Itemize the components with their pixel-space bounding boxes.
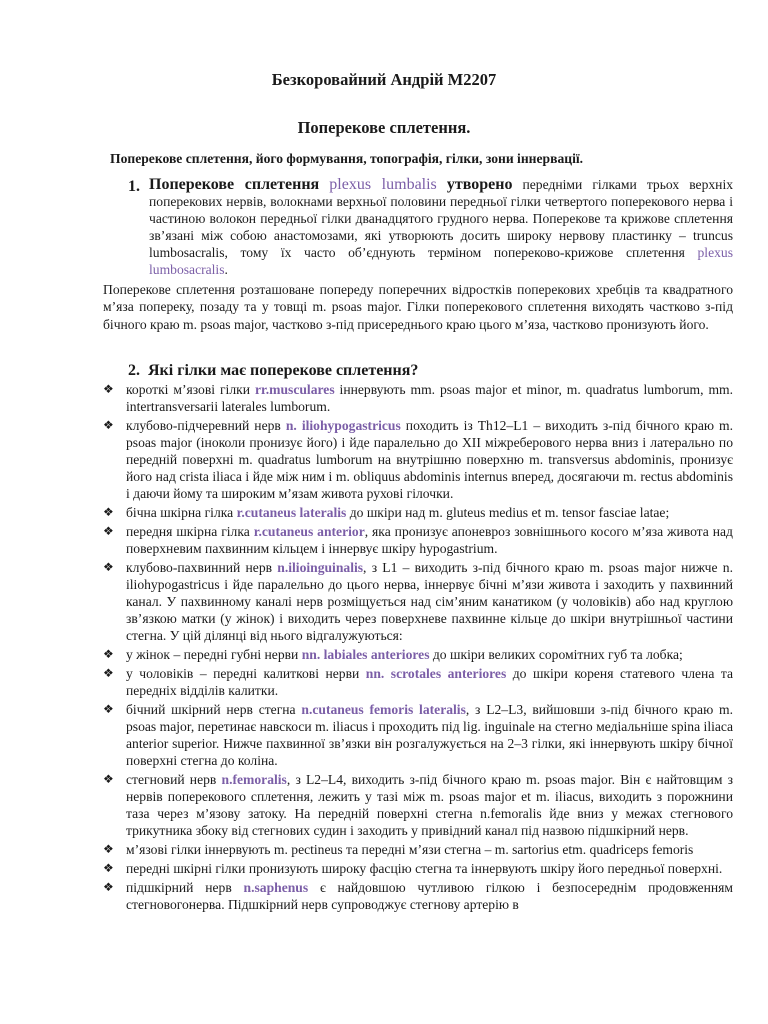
page-subtitle: Поперекове сплетення, його формування, топографія, гілки, зони іннервації.: [110, 151, 584, 166]
location-paragraph: Поперекове сплетення розташоване попереду поперечних відростків поперекових хребців та квадратного м’яза попереку, позаду та у товщі m. psoas major. Гілки поперекового сплетення виходять частково з-під бічного краю m. psoas major, частково з-під присереднього краю цього м’яза, частково пронизують його.: [103, 282, 733, 332]
list-item-text: [126, 771, 733, 839]
list-item: [103, 559, 733, 644]
list-item: [103, 841, 733, 858]
list-item-pre: короткі м’язові гілки: [126, 382, 255, 397]
list-item-pre: передня шкірна гілка: [126, 524, 254, 539]
list-item-post: іннервують mm. psoas major et minor, m. quadratus lumborum, mm. intertransversarii laterales lumborum.: [126, 382, 733, 414]
list-item-pre: клубово-підчеревний нерв: [126, 418, 286, 433]
list-item-text: [126, 417, 733, 502]
diamond-bullet-icon: ❖: [103, 418, 114, 432]
section-2-heading: [128, 362, 418, 380]
list-item: [103, 701, 733, 769]
list-item-text: [126, 646, 733, 663]
list-item-text: [126, 381, 733, 415]
diamond-bullet-icon: ❖: [103, 861, 114, 875]
list-item-pre: бічна шкірна гілка: [126, 505, 237, 520]
list-item-text: [126, 879, 733, 913]
author-name: Безкоровайний Андрій М2207: [271, 70, 497, 89]
list-item-pre: бічний шкірний нерв стегна: [126, 702, 302, 717]
section-1-end: .: [224, 262, 228, 277]
section-1-number: 1.: [128, 178, 140, 195]
diamond-bullet-icon: ❖: [103, 560, 114, 574]
nerve-term: r.cutaneus anterior: [253, 524, 365, 539]
nerve-term: n.ilioinguinalis: [277, 560, 364, 575]
section-1-body: [149, 176, 733, 278]
list-item-text: [126, 860, 733, 877]
diamond-bullet-icon: ❖: [103, 772, 114, 786]
list-item-pre: передні шкірні гілки пронизують широку фасцію стегна та іннервують шкіру його передньої поверхні.: [126, 861, 723, 876]
section-1-lead2: утворено: [446, 176, 513, 193]
list-item: [103, 646, 733, 663]
list-item-text: [126, 559, 733, 644]
list-item-text: [126, 523, 733, 557]
nerve-term: nn. scrotales anteriores: [365, 666, 507, 681]
list-item-pre: у чоловіків – передні калиткові нерви: [126, 666, 366, 681]
list-item: [103, 665, 733, 699]
list-item-pre: у жінок – передні губні нерви: [126, 647, 302, 662]
diamond-bullet-icon: ❖: [103, 842, 114, 856]
section-1-text: передніми гілками трьох верхніх поперекових нервів, волокнами верхньої половини передньої гілки четвертого поперекового нерва і частиною волокон передньої гілки дванадцятого грудного нерва. Поперекове та крижове сплетення зв’язані між собою анастомозами, які утворюють досить широку нервову пластинку – truncus lumbosacralis, тому їх часто об’єднують терміном попереково-крижове сплетення: [149, 177, 734, 260]
list-item: [103, 860, 733, 877]
page-title: Поперекове сплетення.: [297, 118, 471, 137]
list-item-text: [126, 701, 733, 769]
term-plexus-lumbalis: plexus lumbalis: [329, 176, 437, 193]
list-item: [103, 504, 733, 521]
term-plexus-lumbosacralis: plexus lumbosacralis: [149, 245, 733, 277]
list-item-post: до шкіри великих соромітних губ та лобка;: [429, 647, 683, 662]
list-item-post: до шкіри кореня статевого члена та передніх відділів калитки.: [126, 666, 733, 698]
nerve-term: n.cutaneus femoris lateralis: [301, 702, 466, 717]
diamond-bullet-icon: ❖: [103, 382, 114, 396]
list-item-post: , з L2–L4, виходить з-під бічного краю m. psoas major. Він є найтовщим з нервів поперекового сплетення, лежить у тазі між m. psoas major et m. iliacus, виходить з порожнини таза через м’язову затоку. На передній поверхні стегна n.femoralis йде вниз у межах стегнового трикутника збоку від стегнових судин і заходить у привідний канал під назвою підшкірний нерв.: [126, 772, 734, 838]
list-item: [103, 879, 733, 913]
list-item-post: до шкіри над m. gluteus medius et m. tensor fasciae latae;: [346, 505, 670, 520]
diamond-bullet-icon: ❖: [103, 505, 114, 519]
list-item-text: [126, 665, 733, 699]
diamond-bullet-icon: ❖: [103, 880, 114, 894]
nerve-term: n. iliohypogastricus: [285, 418, 401, 433]
section-2-title: Які гілки має поперекове сплетення?: [148, 362, 419, 379]
nerve-term: n.femoralis: [221, 772, 287, 787]
diamond-bullet-icon: ❖: [103, 702, 114, 716]
diamond-bullet-icon: ❖: [103, 666, 114, 680]
list-item-text: [126, 504, 733, 521]
section-2-number: 2.: [128, 362, 140, 379]
list-item: [103, 381, 733, 415]
nerve-term: n.saphenus: [243, 880, 309, 895]
nerve-term: rr.musculares: [254, 382, 335, 397]
list-item-pre: стегновий нерв: [126, 772, 222, 787]
section-1: [128, 176, 733, 278]
branch-list: [103, 381, 733, 915]
list-item: [103, 523, 733, 557]
list-item-post: , з L1 – виходить з-під бічного краю m. psoas major нижче n. iliohypogastricus і йде паралельно до цього нерва, іннервує бічні м’язи живота і заходить у пахвинний канал. У пахвинному каналі нерв розміщується над сім’яним канатиком (у чоловіків) або над круглою зв’язкою матки (у жінок) і виходить через поверхневе пахвинне кільце до шкіри внутрішньої частини стегна. У цій ділянці від нього відгалужуються:: [126, 560, 733, 643]
diamond-bullet-icon: ❖: [103, 524, 114, 538]
list-item-pre: клубово-пахвинний нерв: [126, 560, 278, 575]
list-item-post: є найдовшою чутливою гілкою і безпосереднім продовженням стегновогонерва. Підшкірний нерв супроводжує стегнову артерію в: [126, 880, 733, 912]
list-item-post: , яка пронизує апоневроз зовнішнього косого м’яза живота над поверхневим пахвинним кільцем і іннервує шкіру hypogastrium.: [126, 524, 733, 556]
nerve-term: nn. labiales anteriores: [301, 647, 430, 662]
list-item-text: [126, 841, 733, 858]
section-1-lead: Поперекове сплетення: [149, 176, 320, 193]
list-item: [103, 417, 733, 502]
list-item-post: , з L2–L3, вийшовши з-під бічного краю m. psoas major, перетинає навскоси m. iliacus і проходить під lig. inguinale на стегно медіальніше spina iliaca anterior superior. Нижче пахвинної зв’язки він розгалужується на 2–3 гілки, які іннервують шкіру бічної поверхні стегна до коліна.: [126, 702, 733, 768]
list-item-post: походить із Th12–L1 – виходить з-під бічного краю m. psoas major (іноколи пронизує його) і йде паралельно до XII міжреберового нерва вниз і латерально по передній поверхні m. quadratus lumborum на внутрішню поверхню m. transversus abdominis, пронизує його над crista iliaca і йде між ним і m. obliquus abdominis internus вперед, досягаючи m. rectus abdominis і даючи йому та широким м’язам живота рухові гілочки.: [126, 418, 733, 501]
list-item: [103, 771, 733, 839]
nerve-term: r.cutaneus lateralis: [236, 505, 347, 520]
list-item-pre: м’язові гілки іннервують m. pectineus та передні м’язи стегна – m. sartorius etm. quadriceps femoris: [126, 842, 694, 857]
diamond-bullet-icon: ❖: [103, 647, 114, 661]
list-item-pre: підшкірний нерв: [126, 880, 244, 895]
